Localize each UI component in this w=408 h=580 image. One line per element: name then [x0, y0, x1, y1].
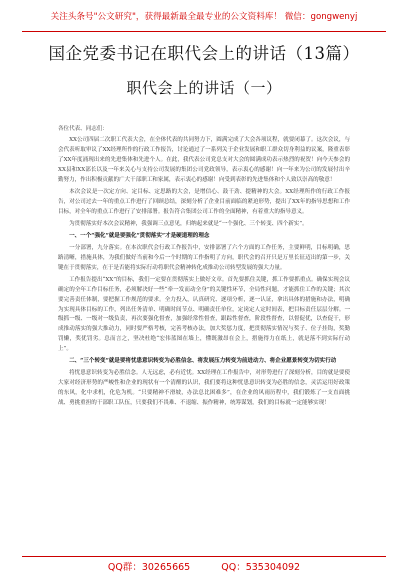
document-subtitle: 职代会上的讲话（一）: [126, 79, 282, 97]
paragraph: 将忧患意识转变为必胜信念。人无远虑，必有近忧。XX经理在工作报告中，对形势进行了深刻分析，目的就是要使大家对经济形势的严峻性和企业的现状有一个清醒的认识，我们要将这种忧患意识转变为必胜的信念，灵活运用好政策的东风，化中求机，化危为机。“只要精神不滑坡，办法总比困难多”，在企业的风雨历程中，我们锻炼了一支直面挑战、勇挑重担的干部职工队伍，只要我们不畏难、不退缩、振作精神，统筹谋划，我们的目标就一定能够实现！: [58, 370, 350, 407]
paragraph: 工作报告提出“XX”的目标，我们一定要在贯彻落实上做好文章。首先要抓住关键，抓工作要抓重点。确保实现会议确定的全年工作目标任务，必须解决好一些“牵一发而动全身”的关键性环节，全局性问题，才能抓住工作的关键；其次要完善责任体制，要把握工作规范的要求。全力投入，认真研究、逐项分析，逐一认证，拿出具体的措施和办法，明确为实现具体目标的工作，列出任务清单、明确时间节点、明确责任单位，定岗定人定时间表，把目标责任层层分解。一级抓一级、一级对一级负责，再次要强化督查，加强经常性督查，跟踪性督查，阶段性督查，以督促优，以查促干，形成推动落实的强大推动力，同时要严格考核，完善考核办法，加大奖惩力度，把贯彻落实情况与奖子、位子挂钩，奖勤罚懒，奖优罚劣。总而言之，坚决杜绝“宏伟蓝图在墙上，懂既激昂在会上，措施得力在纸上，就是落不到实际行动上”。: [58, 276, 350, 353]
contact-footer: [22, 559, 386, 577]
qq-group-label: QQ群：30265665: [107, 562, 191, 573]
header-divider: [22, 31, 386, 32]
section-heading: 一、一个“强化”就是要强化“贯彻落实”才是硬道理的理念: [69, 232, 210, 239]
promo-banner: 关注头条号"公文研究"，获得最新最全最专业的公文资料库！ 微信：gongwenyj: [50, 12, 358, 22]
qq-account-label: QQ：535304092: [221, 562, 301, 573]
salutation: 各位代表、同志们：: [58, 126, 108, 132]
footer-divider: [22, 556, 386, 557]
paragraph: XX公司四届二次职工代表大会，在全体代表的共同努力下，圆满完成了大会各项议程，就要闭幕了。这次会议，与会代表听取审议了XX经理所作的行政工作报告，讨论通过了一系列关于企业发展和职工群众切身利益的议案，隆重表彰了XX年度涌现出来的先进集体和先进个人。在此，我代表公司党总支对大会的圆满成功表示热烈的祝贺！向今天参会的XX县和XX部长以及一年来关心与支持公司发展的集团公司党政领导，表示衷心的感谢！向一年来为公司的发展付出辛勤努力，作出积极贡献的广大干部职工和家属，表示衷心的感谢！向受到表彰的先进集体和个人致以崇高的敬意！: [58, 137, 350, 183]
paragraph: 一分部署，九分落实。在本次职代会行政工作报告中，安排部署了六个方面的工作任务，主要鲜明，目标明确，思路清晰，措施具体，为我们做好当前和今后一个时期的工作指明了方向，职代会的召开只是万里长征迈出的第一步，关键在于贯彻落实，在于是否能将实际行动将职代会精神转化成推动公司转型发展的强大力量。: [58, 244, 350, 271]
document-title: 国企党委书记在职代会上的讲话（13篇）: [48, 44, 360, 63]
section-heading: 二、“三个转变”就是要将忧患意识转变为必胜信念、将发展压力转变为前进动力、将企业愿景转变为切实行动: [69, 358, 337, 365]
paragraph: 本次会议是一次定方向、定目标、定思路的大会，是增信心、鼓干劲、提精神的大会。XX经理所作的行政工作报告，对公司过去一年的重点工作进行了回顾总结，深刻分析了企业目前面临的紧迫形势，提出了XX年的指导思想和工作目标，对全年的重点工作进行了安排部署。报告符合集团公司工作的全面精神，有着重大的指导意义。: [58, 188, 350, 215]
document-body: [58, 125, 350, 411]
paragraph: 为贯彻落实好本次会议精神，我强调三点意见，归纳起来就是“一个强化、三个转变、四个新实”。: [69, 220, 308, 227]
